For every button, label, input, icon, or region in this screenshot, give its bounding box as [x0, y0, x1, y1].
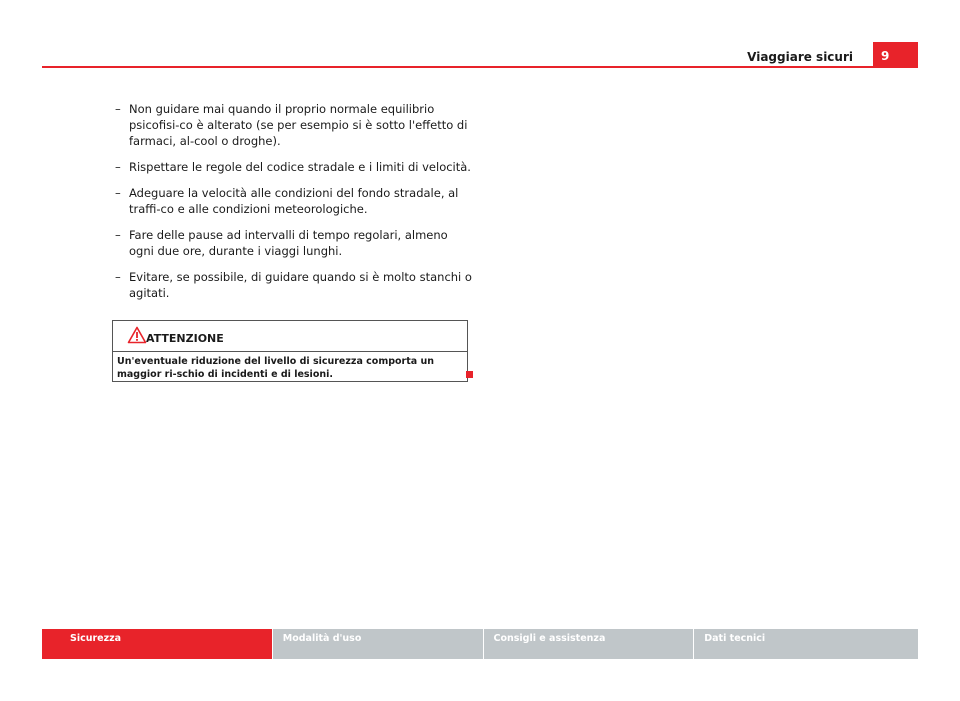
- warning-box: [112, 320, 468, 382]
- list-item: [112, 101, 472, 149]
- list-item: [112, 185, 472, 217]
- warning-title: ATTENZIONE: [146, 332, 224, 345]
- page-number: 9: [873, 42, 918, 67]
- footer-nav: [42, 629, 918, 659]
- list-item-text: Adeguare la velocità alle condizioni del fondo stradale, al traffi-co e alle condizioni meteorologiche.: [129, 186, 459, 216]
- tab-consigli-assistenza[interactable]: Consigli e assistenza: [484, 629, 694, 659]
- section-end-marker: [466, 371, 473, 378]
- list-item: [112, 227, 472, 259]
- list-item-text: Evitare, se possibile, di guidare quando si è molto stanchi o agitati.: [129, 270, 472, 300]
- tab-sicurezza[interactable]: Sicurezza: [42, 629, 272, 659]
- bullet-dash: –: [115, 102, 121, 116]
- bullet-dash: –: [115, 228, 121, 242]
- section-title: Viaggiare sicuri: [747, 50, 853, 64]
- main-content: [112, 101, 472, 311]
- warning-triangle-icon: [127, 326, 147, 344]
- bullet-dash: –: [115, 160, 121, 174]
- bullet-dash: –: [115, 186, 121, 200]
- bullet-dash: –: [115, 270, 121, 284]
- list-item-text: Rispettare le regole del codice stradale e i limiti di velocità.: [129, 160, 471, 174]
- list-item-text: Fare delle pause ad intervalli di tempo regolari, almeno ogni due ore, durante i viaggi lunghi.: [129, 228, 448, 258]
- warning-text: Un'eventuale riduzione del livello di sicurezza comporta un maggior ri-schio di incidenti e di lesioni.: [117, 356, 435, 380]
- bullet-list: [112, 101, 472, 301]
- tab-dati-tecnici[interactable]: Dati tecnici: [694, 629, 918, 659]
- header-divider: [42, 66, 918, 68]
- list-item: [112, 159, 472, 175]
- warning-header: [113, 321, 467, 352]
- list-item: [112, 269, 472, 301]
- list-item-text: Non guidare mai quando il proprio normale equilibrio psicofisi-co è alterato (se per esempio si è sotto l'effetto di farmaci, al-cool o droghe).: [129, 102, 468, 148]
- tab-modalita-uso[interactable]: Modalità d'uso: [273, 629, 483, 659]
